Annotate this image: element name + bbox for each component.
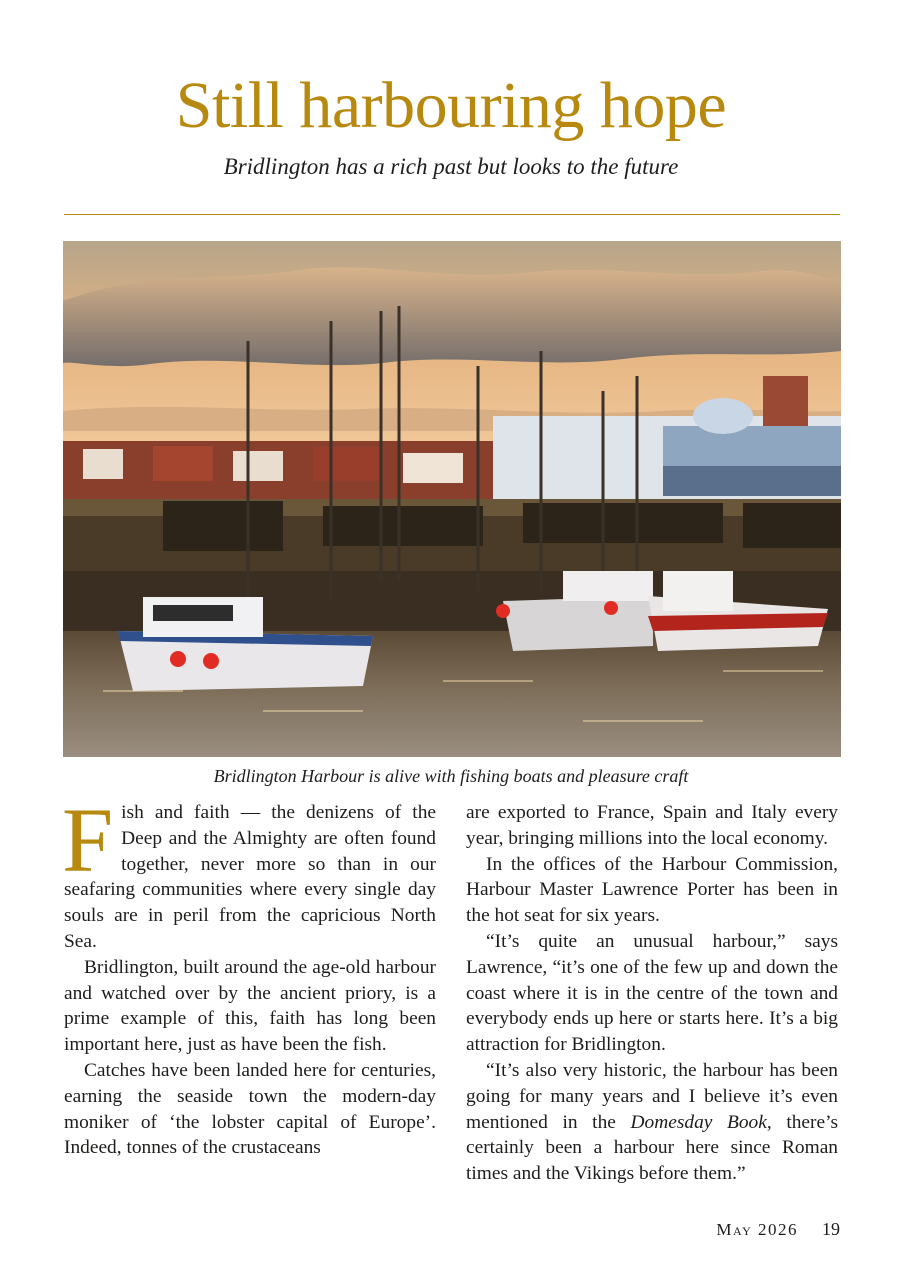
- paragraph: Catches have been landed here for centuries, earning the seaside town the modern-day moniker of ‘the lobster capital of Europe’. Indeed, tonnes of the crustaceans: [64, 1059, 436, 1159]
- column-right: [466, 800, 838, 1187]
- paragraph: “It’s also very historic, the harbour has been going for many years and I believe it’s even mentioned in the Domesday Book, there’s certainly been a harbour here since Roman times and the Vikings before them.”: [466, 1059, 839, 1185]
- book-title: Domesday Book: [630, 1111, 767, 1133]
- column-left: [62, 789, 436, 1161]
- paragraph: In the offices of the Harbour Commission, Harbour Master Lawrence Porter has been in the hot seat for six years.: [466, 853, 838, 927]
- page-footer: [716, 1219, 840, 1240]
- article-title: Still harbouring hope: [175, 69, 727, 142]
- article-subtitle: Bridlington has a rich past but looks to the future: [223, 154, 679, 179]
- issue-date: May 2026: [716, 1220, 798, 1239]
- paragraph: Bridlington, built around the age-old harbour and watched over by the ancient priory, is a prime example of this, faith has long been important here, just as have been the fish.: [64, 956, 436, 1056]
- title-divider: [64, 214, 840, 215]
- paragraph: are exported to France, Spain and Italy every year, bringing millions into the local economy.: [466, 802, 838, 849]
- harbour-photo: [63, 241, 841, 757]
- paragraph: Fish and faith — the denizens of the Deep and the Almighty are often found together, never more so than in our seafaring communities where every single day souls are in peril from the capricious North Sea.: [62, 789, 436, 952]
- page-number: 19: [822, 1219, 840, 1239]
- drop-cap: F: [62, 789, 114, 891]
- photo-caption: Bridlington Harbour is alive with fishing boats and pleasure craft: [213, 766, 689, 786]
- paragraph: “It’s quite an unusual harbour,” says Lawrence, “it’s one of the few up and down the coast where it is in the centre of the town and everybody ends up here or starts here. It’s a big attraction for Bridlington.: [466, 930, 838, 1056]
